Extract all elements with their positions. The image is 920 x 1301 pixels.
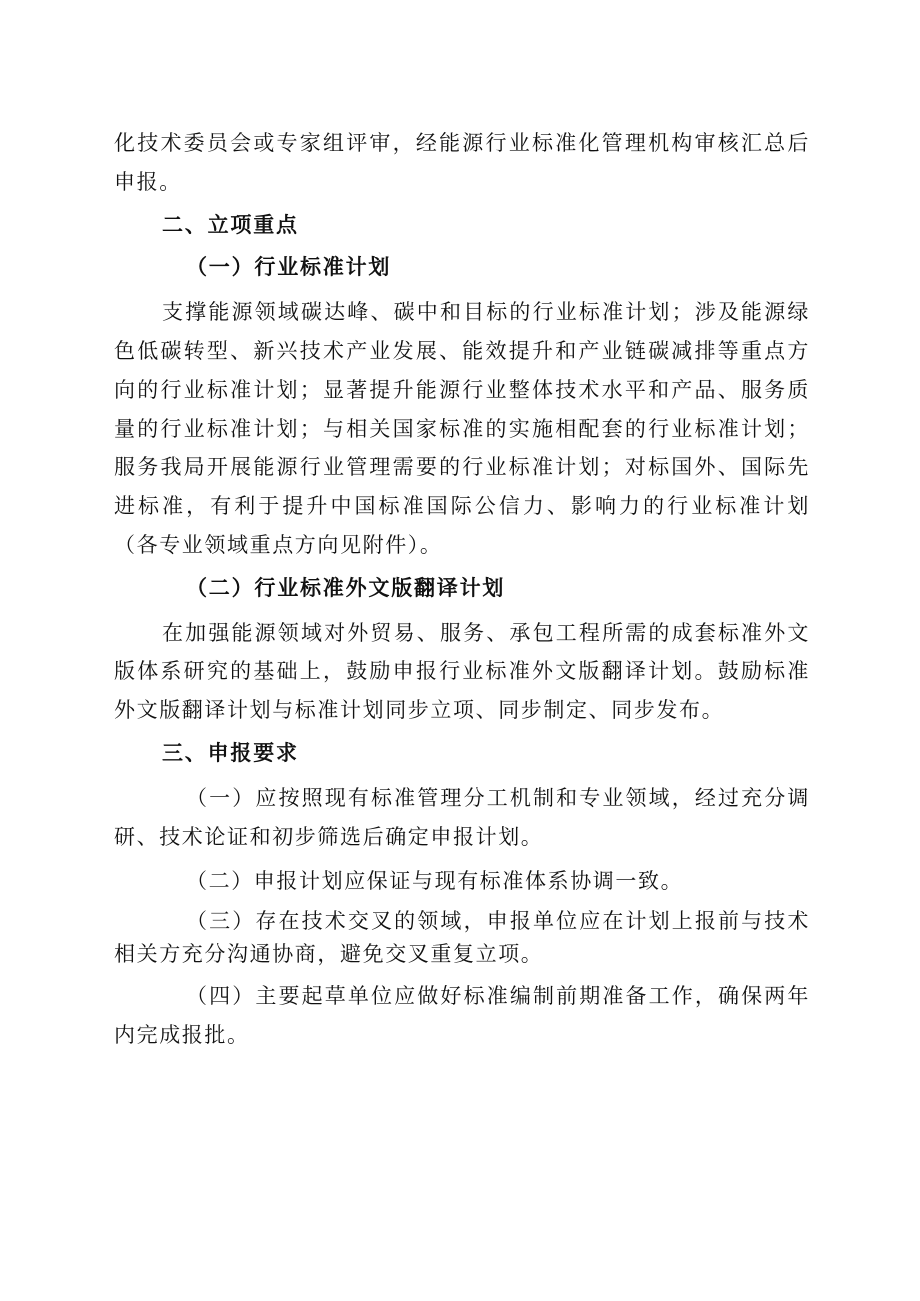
document-page [114,124,810,1055]
paragraph-requirement-4: （四）主要起草单位应做好标准编制前期准备工作，确保两年内完成报批。 [114,984,810,1047]
section-heading-three: 三、申报要求 [162,740,299,765]
paragraph-requirement-2: （二）申报计划应保证与现有标准体系协调一致。 [186,869,684,894]
paragraph-continuation: 化技术委员会或专家组评审，经能源行业标准化管理机构审核汇总后申报。 [114,131,810,194]
paragraph-requirement-3: （三）存在技术交叉的领域，申报单位应在计划上报前与技术相关方充分沟通协商，避免交叉重复立项。 [114,909,810,967]
section-heading-two: 二、立项重点 [162,212,299,237]
subsection-heading-translation-plan: （二）行业标准外文版翻译计划 [186,575,506,600]
subsection-heading-industry-standard-plan: （一）行业标准计划 [186,255,392,280]
paragraph-industry-standard-plan: 支撑能源领域碳达峰、碳中和目标的行业标准计划；涉及能源绿色低碳转型、新兴技术产业发展、能效提升和产业链碳减排等重点方向的行业标准计划；显著提升能源行业整体技术水平和产品、服务质量的行业标准计划；与相关国家标准的实施相配套的行业标准计划；服务我局开展能源行业管理需要的行业标准计划；对标国外、国际先进标准，有利于提升中国标准国际公信力、影响力的行业标准计划（各专业领域重点方向见附件）。 [114,300,810,557]
paragraph-requirement-1: （一）应按照现有标准管理分工机制和专业领域，经过充分调研、技术论证和初步筛选后确定申报计划。 [114,785,810,849]
paragraph-translation-plan: 在加强能源领域对外贸易、服务、承包工程所需的成套标准外文版体系研究的基础上，鼓励申报行业标准外文版翻译计划。鼓励标准外文版翻译计划与标准计划同步立项、同步制定、同步发布。 [114,620,810,723]
